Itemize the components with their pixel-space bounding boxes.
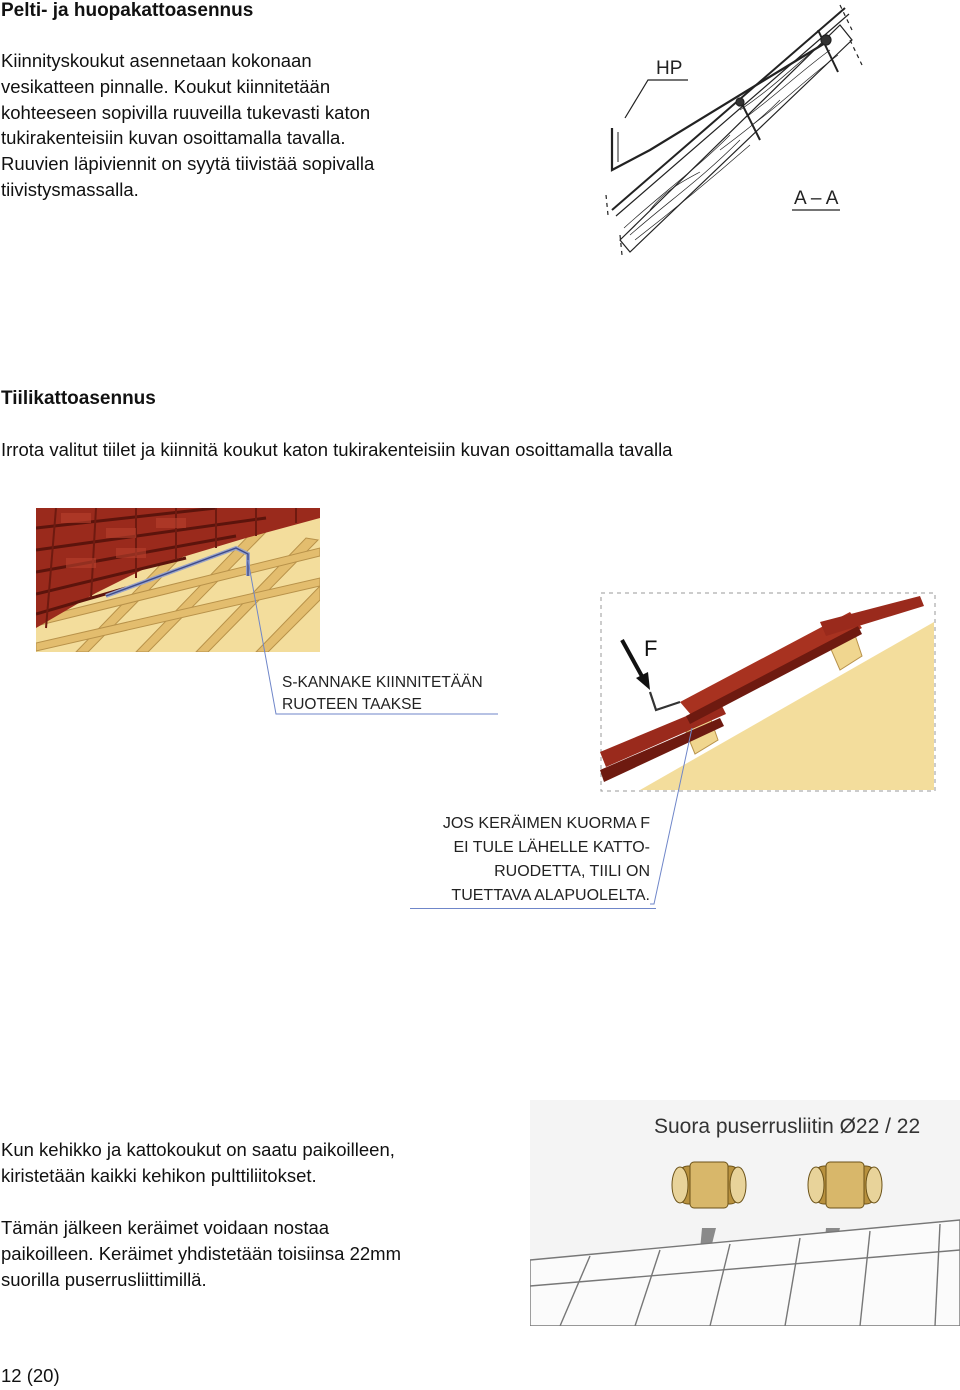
force-arrow <box>636 672 650 690</box>
wood-rafter <box>620 25 852 252</box>
callout-line: RUOTEEN TAAKSE <box>282 696 422 713</box>
section-heading-tile-roof: Tiilikattoasennus <box>1 388 156 409</box>
frame-paragraph <box>1 1137 521 1189</box>
text-line: tukirakenteisiin kuvan osoittamalla tavalla. <box>1 127 346 149</box>
label-section-aa: A – A <box>794 188 839 209</box>
text-line: suorilla puserrusliittimillä. <box>1 1268 207 1290</box>
tile-roof-instruction: Irrota valitut tiilet ja kiinnitä koukut katon tukirakenteisiin kuvan osoittamalla tavalla <box>1 439 673 460</box>
callout-line: S-KANNAKE KIINNITETÄÄN <box>282 674 483 691</box>
hook <box>650 692 680 710</box>
section-heading-sheet-roof: Pelti- ja huopakattoasennus <box>1 0 254 21</box>
fittings-and-collectors <box>530 1100 960 1326</box>
callout-line: TUETTAVA ALAPUOLELTA. <box>451 887 650 904</box>
text-line: paikoilleen. Keräimet yhdistetään toisiinsa 22mm <box>1 1242 402 1264</box>
text-line: kohteeseen sopivilla ruuveilla tukevasti katon <box>1 101 371 123</box>
fitting-right <box>808 1162 882 1208</box>
text-line: Kiinnityskoukut asennetaan kokonaan <box>1 50 312 71</box>
callout-support-tile <box>410 812 656 909</box>
label-force: F <box>644 636 658 661</box>
fitting-left <box>672 1162 746 1208</box>
text-line: kiristetään kaikki kehikon pulttiliitokset. <box>1 1164 317 1186</box>
fitting-title: Suora puserrusliitin Ø22 / 22 <box>654 1115 921 1138</box>
text-line: Kun kehikko ja kattokoukut on saatu paikoilleen, <box>1 1139 395 1160</box>
callout-line: RUODETTA, TIILI ON <box>494 863 650 880</box>
text-line: Ruuvien läpiviennit on syytä tiivistää sopivalla <box>1 153 375 175</box>
collector-panels <box>530 1220 960 1326</box>
label-hp: HP <box>656 58 683 79</box>
text-line: Tämän jälkeen keräimet voidaan nostaa <box>1 1217 330 1238</box>
compression-fitting-figure <box>530 1100 960 1326</box>
callout-line: JOS KERÄIMEN KUORMA F <box>442 815 650 832</box>
page-number: 12 (20) <box>1 1365 60 1386</box>
sheet-roof-paragraph <box>1 48 431 203</box>
callout-s-bracket <box>282 672 483 716</box>
text-line: tiivistysmassalla. <box>1 178 139 200</box>
callout-line: EI TULE LÄHELLE KATTO- <box>453 839 650 856</box>
text-line: vesikatteen pinnalle. Koukut kiinnitetään <box>1 75 331 97</box>
hook-section-drawing <box>590 0 890 260</box>
collector-paragraph <box>1 1215 521 1292</box>
